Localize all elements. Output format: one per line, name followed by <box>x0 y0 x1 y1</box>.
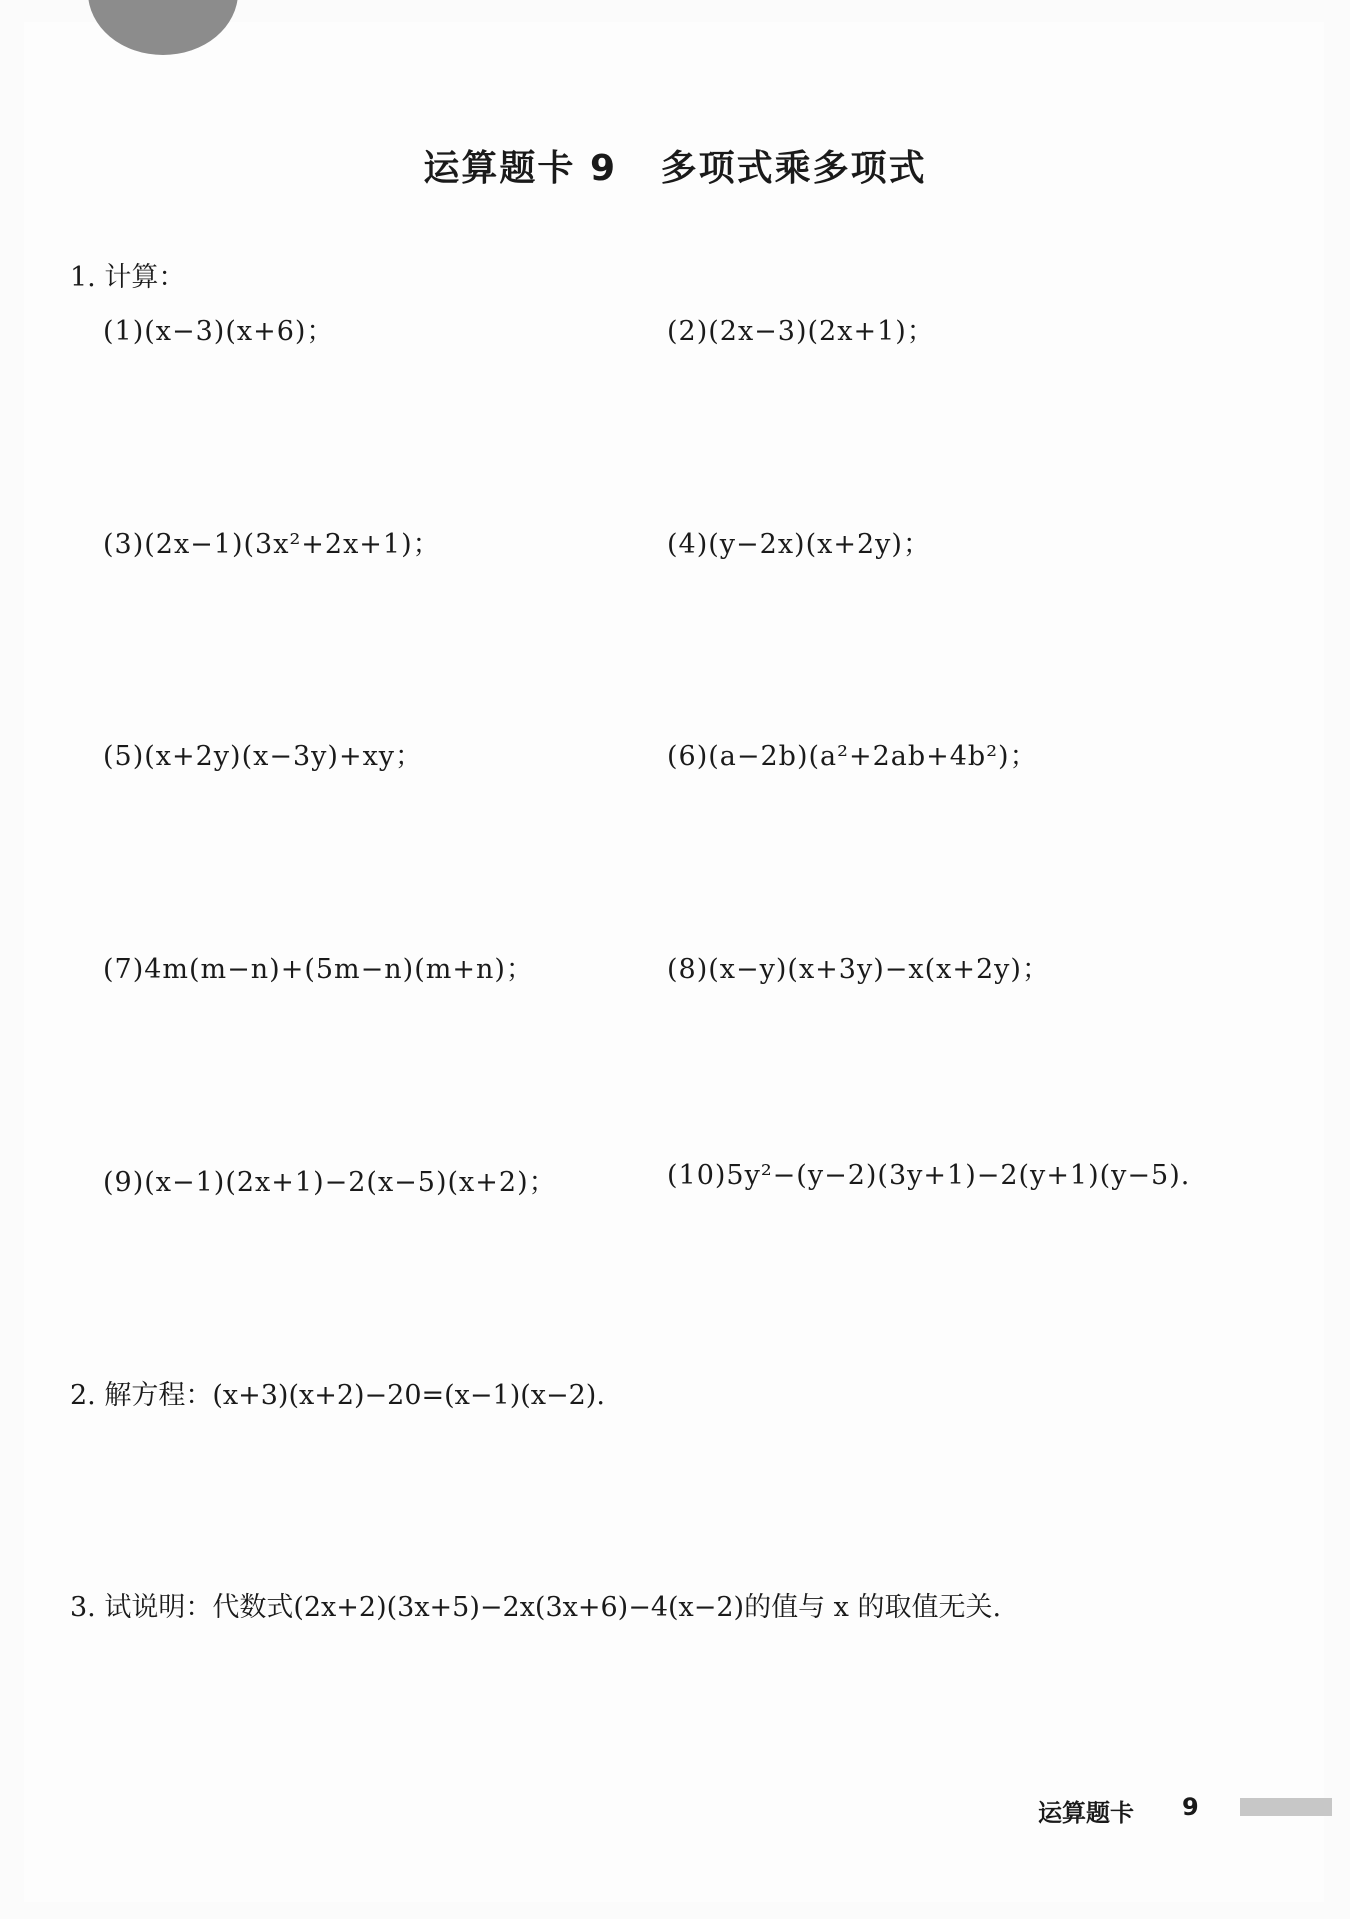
page-number: 9 <box>1182 1793 1199 1821</box>
q1-item-1: (1)(x−3)(x+6)； <box>103 316 335 347</box>
page-title: 运算题卡 9 多项式乘多项式 <box>423 148 927 189</box>
question-3: 3. 试说明：代数式(2x+2)(3x+5)−2x(3x+6)−4(x−2)的值与 x 的取值无关. <box>70 1592 1002 1623</box>
q1-item-10: (10)5y²−(y−2)(3y+1)−2(y+1)(y−5). <box>667 1160 1191 1191</box>
q1-item-4: (4)(y−2x)(x+2y)； <box>667 529 931 560</box>
q1-item-8: (8)(x−y)(x+3y)−x(x+2y)； <box>667 954 1050 985</box>
q1-item-7: (7)4m(m−n)+(5m−n)(m+n)； <box>103 954 534 985</box>
q1-item-3: (3)(2x−1)(3x²+2x+1)； <box>103 529 441 560</box>
question-1-label: 1. 计算： <box>70 262 186 293</box>
q1-item-2: (2)(2x−3)(2x+1)； <box>667 316 935 347</box>
footer-decoration-bar <box>1240 1798 1332 1816</box>
q1-item-9: (9)(x−1)(2x+1)−2(x−5)(x+2)； <box>103 1167 557 1198</box>
q1-item-6: (6)(a−2b)(a²+2ab+4b²)； <box>667 741 1038 772</box>
footer-label: 运算题卡 <box>1038 1799 1134 1827</box>
question-2: 2. 解方程：(x+3)(x+2)−20=(x−1)(x−2). <box>70 1380 605 1411</box>
q1-item-5: (5)(x+2y)(x−3y)+xy； <box>103 741 424 772</box>
